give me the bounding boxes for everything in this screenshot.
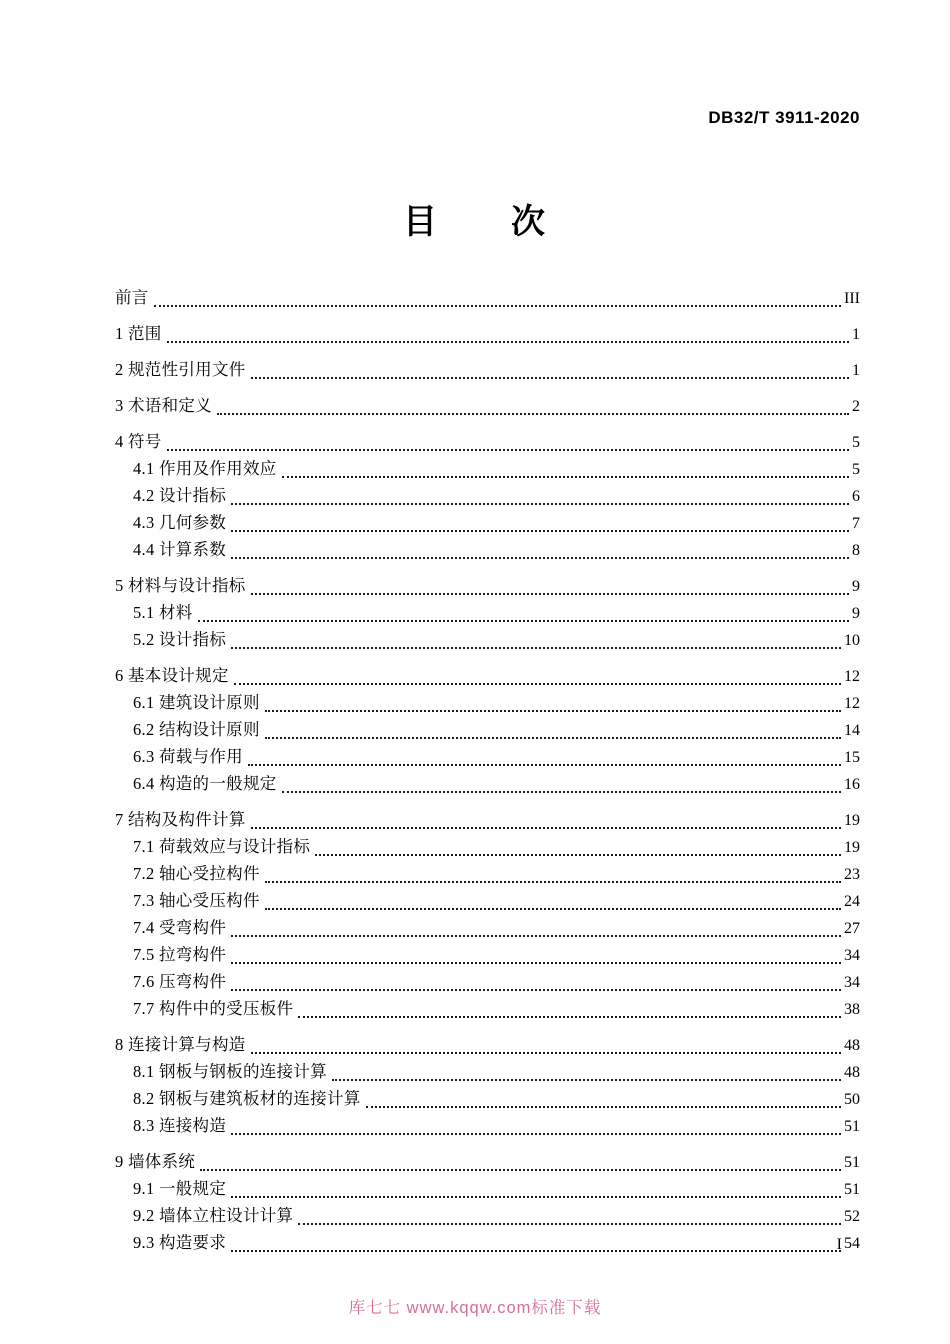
toc-entry-label: 8.2 钢板与建筑板材的连接计算 [133, 1089, 361, 1108]
toc-entry-label: 9.2 墙体立柱设计计算 [133, 1206, 294, 1225]
toc-entry-page: 9 [852, 578, 860, 595]
toc-entry [115, 771, 860, 798]
toc-leader-dots [200, 1169, 841, 1171]
toc-entry [115, 1203, 860, 1230]
toc-entry [115, 393, 860, 420]
toc-entry-label: 1 范围 [115, 324, 162, 343]
toc-entry-page: 48 [844, 1064, 860, 1081]
toc-entry-label: 前言 [115, 288, 149, 307]
toc-entry-page: 1 [852, 362, 860, 379]
toc-leader-dots [167, 449, 849, 451]
toc-entry [115, 573, 860, 600]
toc-entry [115, 429, 860, 456]
toc-entry-page: 5 [852, 434, 860, 451]
toc-leader-dots [231, 1196, 841, 1198]
toc-entry [115, 510, 860, 537]
toc-entry-label: 6.2 结构设计原则 [133, 720, 260, 739]
toc-entry-page: 16 [844, 776, 860, 793]
toc-entry-label: 4.3 几何参数 [133, 513, 227, 532]
toc-entry-page: 38 [844, 1001, 860, 1018]
toc-entry-label: 2 规范性引用文件 [115, 360, 246, 379]
toc-leader-dots [217, 413, 849, 415]
toc-entry [115, 1149, 860, 1176]
toc-entry [115, 1176, 860, 1203]
toc-entry-label: 7.3 轴心受压构件 [133, 891, 260, 910]
toc-entry-page: 10 [844, 632, 860, 649]
toc-entry-page: 52 [844, 1208, 860, 1225]
toc-leader-dots [231, 503, 849, 505]
toc-entry-page: 19 [844, 812, 860, 829]
toc-leader-dots [167, 341, 849, 343]
toc-entry-page: 12 [844, 695, 860, 712]
toc-entry-label: 5.2 设计指标 [133, 630, 227, 649]
toc-entry [115, 663, 860, 690]
toc-leader-dots [282, 476, 849, 478]
toc-entry-label: 4.2 设计指标 [133, 486, 227, 505]
toc-leader-dots [251, 827, 841, 829]
toc-entry-label: 7.6 压弯构件 [133, 972, 227, 991]
toc-leader-dots [251, 1052, 841, 1054]
toc-entry-label: 7.1 荷载效应与设计指标 [133, 837, 311, 856]
toc-entry-label: 5 材料与设计指标 [115, 576, 246, 595]
toc-entry-page: 48 [844, 1037, 860, 1054]
toc-entry [115, 834, 860, 861]
watermark: 库七七 www.kqqw.com标准下载 [348, 1299, 602, 1317]
toc-entry [115, 1032, 860, 1059]
toc-leader-dots [234, 683, 841, 685]
toc-leader-dots [231, 1250, 841, 1252]
toc-entry-label: 7.5 拉弯构件 [133, 945, 227, 964]
toc-entry [115, 357, 860, 384]
toc-entry [115, 1059, 860, 1086]
toc-leader-dots [251, 377, 849, 379]
toc-leader-dots [231, 962, 841, 964]
toc-entry [115, 690, 860, 717]
toc-leader-dots [231, 647, 841, 649]
toc-entry-label: 3 术语和定义 [115, 396, 212, 415]
toc-entry-page: 2 [852, 398, 860, 415]
toc-entry [115, 285, 860, 312]
toc-entry-label: 7.2 轴心受拉构件 [133, 864, 260, 883]
toc-entry-page: 6 [852, 488, 860, 505]
toc-entry [115, 888, 860, 915]
toc-leader-dots [154, 305, 841, 307]
toc-leader-dots [198, 620, 849, 622]
toc-entry [115, 996, 860, 1023]
toc-leader-dots [231, 530, 849, 532]
toc-list [115, 285, 860, 1257]
toc-leader-dots [298, 1223, 841, 1225]
toc-entry-label: 9.1 一般规定 [133, 1179, 227, 1198]
toc-entry-page: 51 [844, 1118, 860, 1135]
toc-entry [115, 717, 860, 744]
toc-entry [115, 627, 860, 654]
toc-leader-dots [251, 593, 849, 595]
toc-entry-label: 7.7 构件中的受压板件 [133, 999, 294, 1018]
toc-entry-label: 5.1 材料 [133, 603, 193, 622]
toc-entry-label: 6.3 荷载与作用 [133, 747, 243, 766]
toc-entry-label: 7.4 受弯构件 [133, 918, 227, 937]
toc-entry-label: 7 结构及构件计算 [115, 810, 246, 829]
toc-leader-dots [282, 791, 841, 793]
toc-entry [115, 861, 860, 888]
toc-entry-page: 34 [844, 947, 860, 964]
toc-entry-label: 6 基本设计规定 [115, 666, 229, 685]
page-number: I [836, 1236, 842, 1253]
toc-entry-page: 9 [852, 605, 860, 622]
toc-leader-dots [265, 908, 841, 910]
toc-entry-page: 23 [844, 866, 860, 883]
toc-leader-dots [315, 854, 841, 856]
toc-entry [115, 456, 860, 483]
toc-leader-dots [248, 764, 841, 766]
toc-entry-page: 51 [844, 1181, 860, 1198]
toc-entry-page: 7 [852, 515, 860, 532]
toc-leader-dots [265, 710, 841, 712]
toc-entry [115, 483, 860, 510]
toc-entry [115, 915, 860, 942]
toc-leader-dots [231, 989, 841, 991]
toc-entry-label: 8 连接计算与构造 [115, 1035, 246, 1054]
toc-entry-page: 50 [844, 1091, 860, 1108]
toc-entry-page: 24 [844, 893, 860, 910]
toc-entry-page: 19 [844, 839, 860, 856]
toc-entry-label: 4 符号 [115, 432, 162, 451]
toc-entry-page: 8 [852, 542, 860, 559]
toc-entry-page: 54 [844, 1235, 860, 1252]
toc-entry-label: 6.4 构造的一般规定 [133, 774, 277, 793]
toc-entry [115, 600, 860, 627]
toc-entry [115, 744, 860, 771]
toc-entry [115, 1086, 860, 1113]
toc-leader-dots [298, 1016, 841, 1018]
toc-entry [115, 1230, 860, 1257]
toc-entry-label: 4.1 作用及作用效应 [133, 459, 277, 478]
toc-leader-dots [231, 935, 841, 937]
page-title: 目 次 [403, 203, 547, 241]
toc-entry [115, 942, 860, 969]
toc-entry-page: 14 [844, 722, 860, 739]
toc-entry-page: III [844, 290, 860, 307]
toc-entry [115, 321, 860, 348]
toc-entry-page: 51 [844, 1154, 860, 1171]
toc-leader-dots [231, 557, 849, 559]
toc-entry-page: 34 [844, 974, 860, 991]
toc-entry [115, 969, 860, 996]
toc-entry [115, 1113, 860, 1140]
toc-entry-page: 27 [844, 920, 860, 937]
toc-entry-label: 4.4 计算系数 [133, 540, 227, 559]
toc-entry-label: 9.3 构造要求 [133, 1233, 227, 1252]
toc-entry-page: 12 [844, 668, 860, 685]
toc-entry-label: 8.1 钢板与钢板的连接计算 [133, 1062, 327, 1081]
toc-entry-page: 15 [844, 749, 860, 766]
toc-entry-label: 9 墙体系统 [115, 1152, 196, 1171]
toc-entry-label: 8.3 连接构造 [133, 1116, 227, 1135]
toc-leader-dots [231, 1133, 841, 1135]
toc-leader-dots [332, 1079, 841, 1081]
doc-number: DB32/T 3911-2020 [708, 108, 860, 127]
toc-leader-dots [265, 737, 841, 739]
toc-entry [115, 537, 860, 564]
toc-entry-label: 6.1 建筑设计原则 [133, 693, 260, 712]
toc-leader-dots [265, 881, 841, 883]
toc-leader-dots [366, 1106, 841, 1108]
toc-entry-page: 1 [852, 326, 860, 343]
toc-entry [115, 807, 860, 834]
toc-entry-page: 5 [852, 461, 860, 478]
